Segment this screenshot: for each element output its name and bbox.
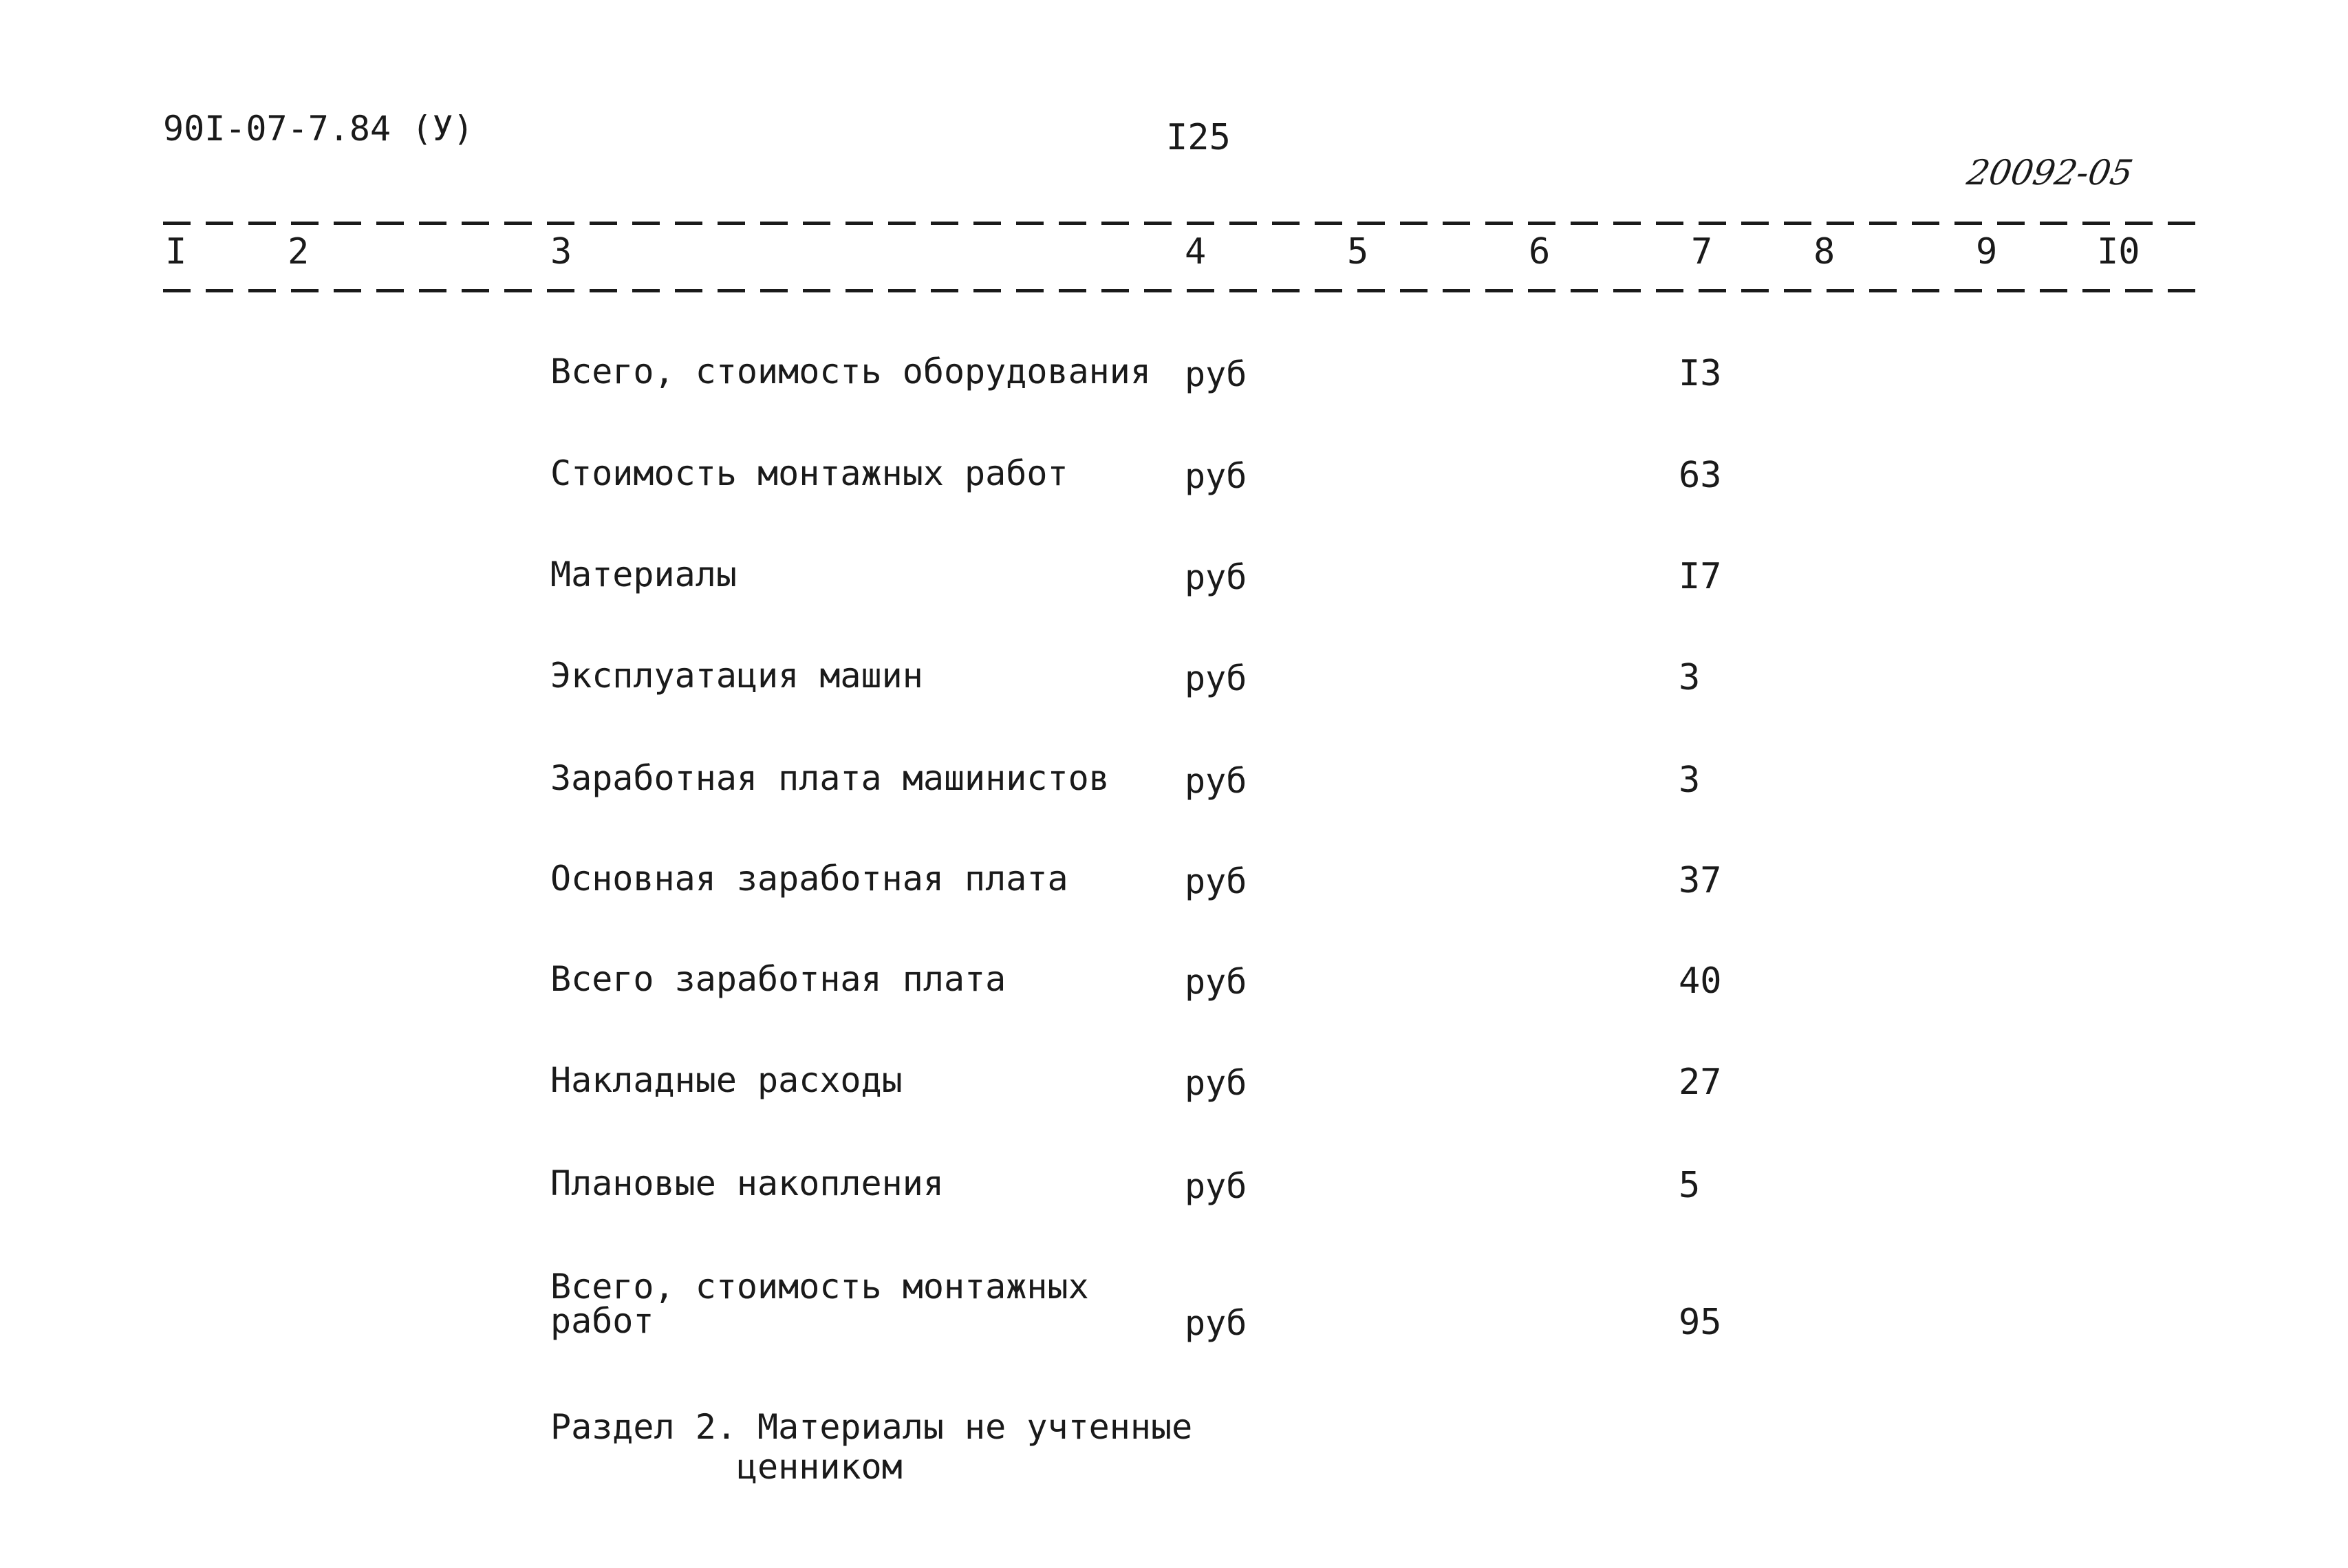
column-number-5: 5 xyxy=(1347,231,1369,272)
row-unit-equipment-total: руб xyxy=(1185,354,1247,394)
row-label-equipment-total: Всего, стоимость оборудования xyxy=(550,352,1151,391)
row-value-planned-savings: 5 xyxy=(1679,1165,1701,1206)
column-number-7: 7 xyxy=(1691,231,1713,272)
row-label-materials: Материалы xyxy=(550,555,737,594)
column-number-9: 9 xyxy=(1976,231,1998,272)
row-value-installation-cost: 63 xyxy=(1679,455,1722,496)
row-label-overhead: Накладные расходы xyxy=(550,1060,903,1100)
row-value-overhead: 27 xyxy=(1679,1062,1722,1103)
table-header-bottom-rule xyxy=(163,289,2196,292)
row-value-base-wages: 37 xyxy=(1679,860,1722,901)
table-header-top-rule xyxy=(163,222,2196,225)
column-number-6: 6 xyxy=(1529,231,1551,272)
column-number-1: I xyxy=(165,231,187,272)
row-value-total-wages: 40 xyxy=(1679,960,1722,1002)
row-unit-materials: руб xyxy=(1185,557,1247,597)
row-label-base-wages: Основная заработная плата xyxy=(550,859,1068,899)
row-value-operator-wages: 3 xyxy=(1679,760,1701,801)
row-unit-overhead: руб xyxy=(1185,1063,1247,1103)
row-unit-planned-savings: руб xyxy=(1185,1166,1247,1206)
handwritten-code: 20092-05 xyxy=(1963,153,2136,193)
row-label-installation-cost: Стоимость монтажных работ xyxy=(550,453,1068,493)
column-number-4: 4 xyxy=(1185,231,1207,272)
column-number-10: I0 xyxy=(2097,231,2140,272)
row-label-total-wages: Всего заработная плата xyxy=(550,959,1006,999)
column-number-8: 8 xyxy=(1813,231,1835,272)
row-label-planned-savings: Плановые накопления xyxy=(550,1163,944,1203)
row-unit-total-wages: руб xyxy=(1185,962,1247,1002)
document-code: 90I-07-7.84 (У) xyxy=(163,109,474,149)
row-value-machine-operation: 3 xyxy=(1679,657,1701,698)
page-number: I25 xyxy=(1166,117,1231,158)
row-unit-base-wages: руб xyxy=(1185,861,1247,901)
row-label-operator-wages: Заработная плата машинистов xyxy=(550,758,1110,798)
row-value-materials: I7 xyxy=(1679,556,1722,597)
row-value-installation-total: 95 xyxy=(1679,1302,1722,1343)
column-number-3: 3 xyxy=(550,231,572,272)
row-value-equipment-total: I3 xyxy=(1679,353,1722,394)
row-label-machine-operation: Эксплуатация машин xyxy=(550,656,923,696)
row-label-installation-total: Всего, стоимость монтажных работ xyxy=(550,1267,1089,1341)
row-unit-installation-cost: руб xyxy=(1185,456,1247,496)
column-number-2: 2 xyxy=(288,231,310,272)
row-unit-installation-total: руб xyxy=(1185,1303,1247,1343)
row-unit-machine-operation: руб xyxy=(1185,658,1247,698)
row-unit-operator-wages: руб xyxy=(1185,761,1247,801)
section-2-title: Раздел 2. Материалы не учтенные ценником xyxy=(550,1407,1193,1487)
